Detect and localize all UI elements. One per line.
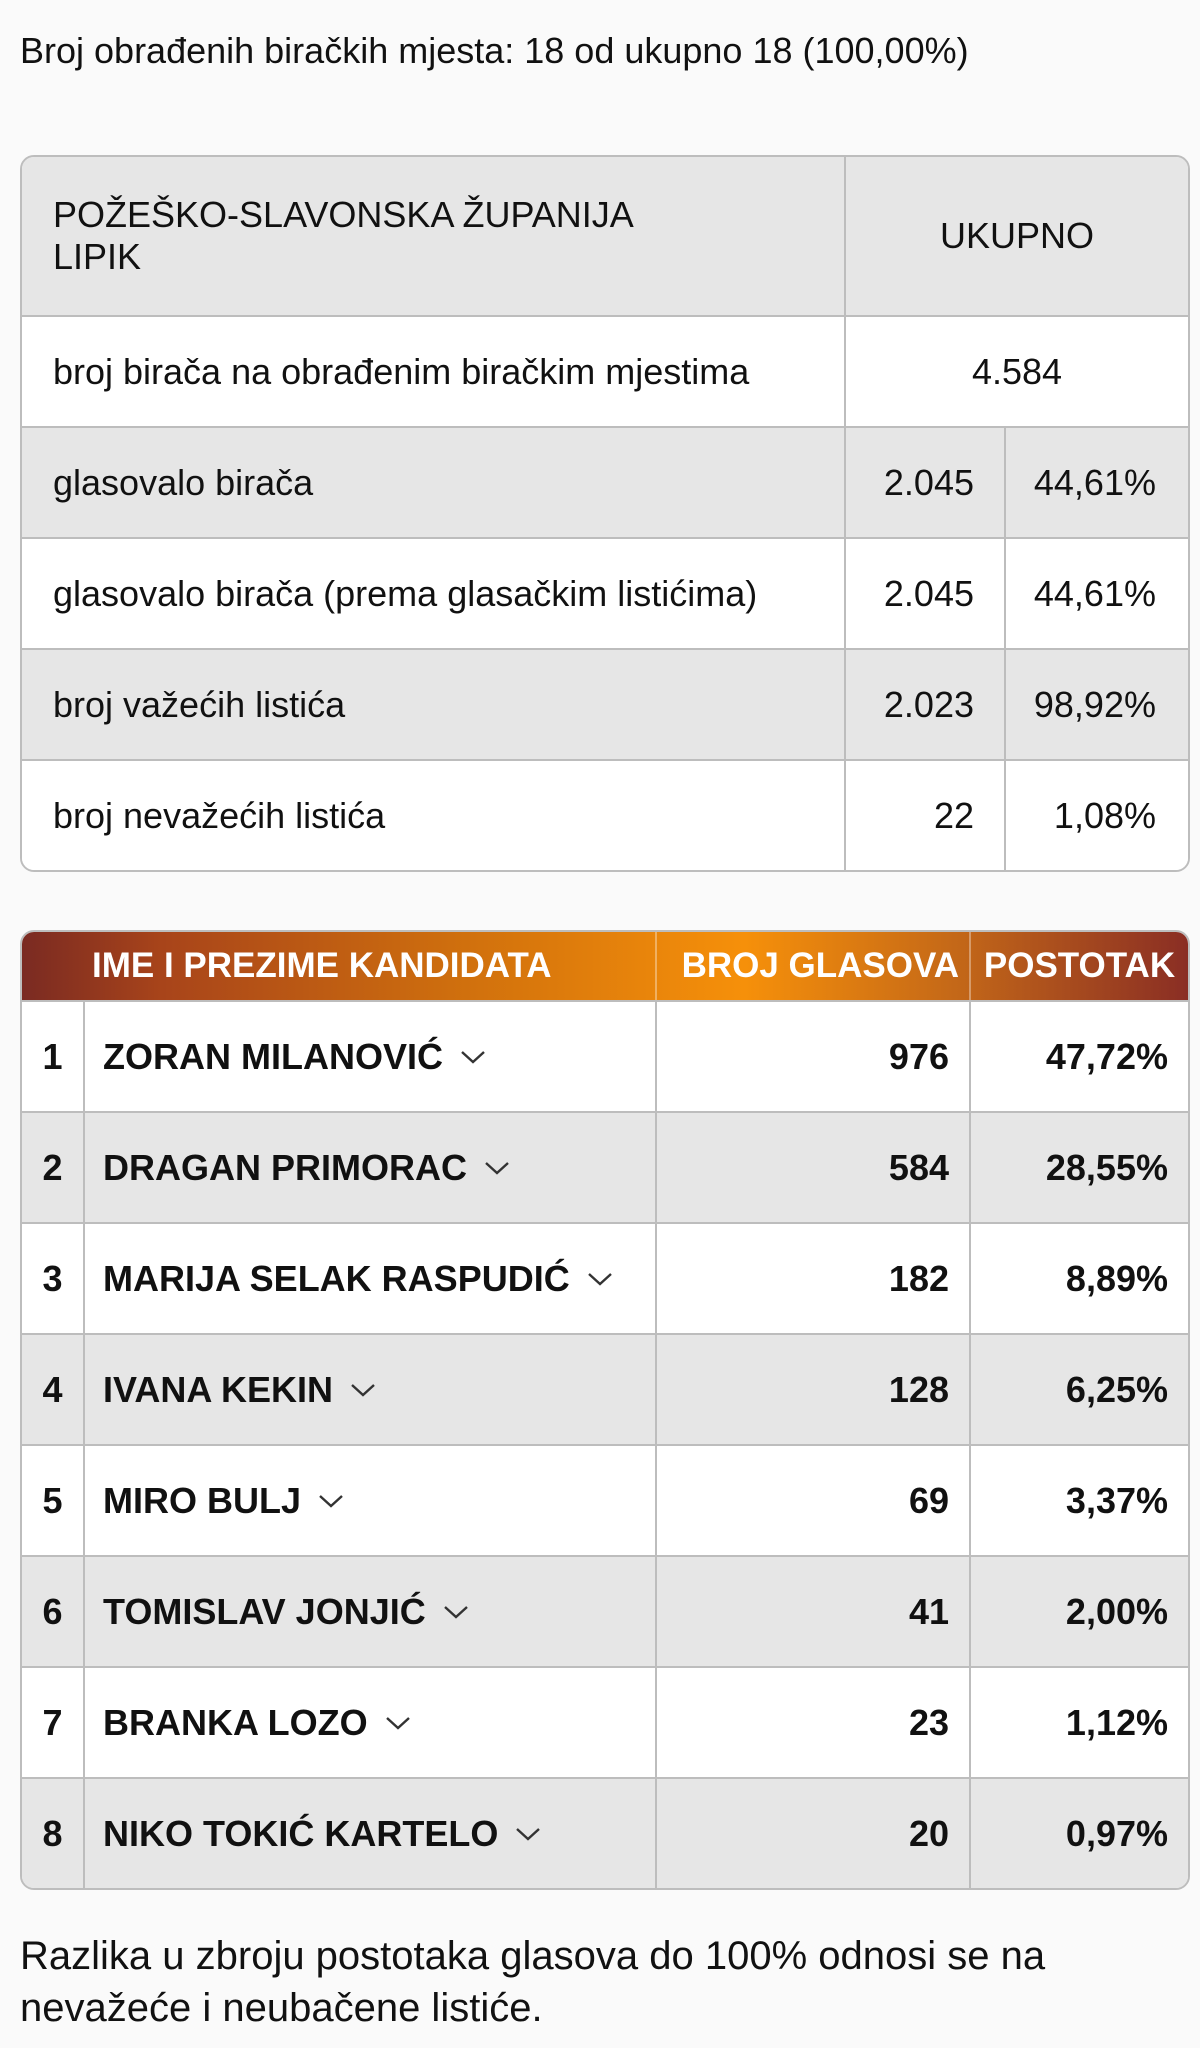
candidate-votes: 20 bbox=[657, 1779, 971, 1888]
chevron-down-icon[interactable] bbox=[317, 1492, 345, 1510]
candidate-row[interactable] bbox=[22, 1444, 1188, 1555]
summary-row-value: 2.045 bbox=[846, 428, 1006, 537]
chevron-down-icon[interactable] bbox=[483, 1159, 511, 1177]
candidate-name-cell[interactable] bbox=[85, 1557, 657, 1666]
candidate-name: TOMISLAV JONJIĆ bbox=[103, 1590, 426, 1632]
candidate-row[interactable] bbox=[22, 1777, 1188, 1888]
candidate-name-cell[interactable] bbox=[85, 1224, 657, 1333]
candidate-votes: 41 bbox=[657, 1557, 971, 1666]
candidate-rank: 7 bbox=[22, 1668, 85, 1777]
summary-row-label: glasovalo birača (prema glasačkim listićima) bbox=[22, 539, 846, 648]
candidate-name: BRANKA LOZO bbox=[103, 1701, 368, 1743]
candidate-rank: 3 bbox=[22, 1224, 85, 1333]
chevron-down-icon[interactable] bbox=[384, 1714, 412, 1732]
summary-row-label: broj nevažećih listića bbox=[22, 761, 846, 870]
region-county: POŽEŠKO-SLAVONSKA ŽUPANIJA bbox=[53, 194, 634, 235]
header-candidate-name: IME I PREZIME KANDIDATA bbox=[22, 932, 657, 1000]
candidate-row[interactable] bbox=[22, 1111, 1188, 1222]
candidate-name: DRAGAN PRIMORAC bbox=[103, 1146, 467, 1188]
candidate-rank: 1 bbox=[22, 1002, 85, 1111]
candidate-rank: 6 bbox=[22, 1557, 85, 1666]
candidate-votes: 584 bbox=[657, 1113, 971, 1222]
summary-row-value: 2.045 bbox=[846, 539, 1006, 648]
voters-label: broj birača na obrađenim biračkim mjestima bbox=[22, 317, 846, 426]
chevron-down-icon[interactable] bbox=[349, 1381, 377, 1399]
candidate-name: NIKO TOKIĆ KARTELO bbox=[103, 1812, 499, 1854]
summary-row-label: glasovalo birača bbox=[22, 428, 846, 537]
chevron-down-icon[interactable] bbox=[459, 1048, 487, 1066]
voters-row bbox=[22, 315, 1188, 426]
candidate-name: IVANA KEKIN bbox=[103, 1368, 334, 1410]
candidate-votes: 182 bbox=[657, 1224, 971, 1333]
candidate-name-cell[interactable] bbox=[85, 1668, 657, 1777]
region-municipality: LIPIK bbox=[53, 236, 142, 277]
footnote: Razlika u zbroju postotaka glasova do 100% odnosi se na nevažeće i neubačene listiće. bbox=[20, 1934, 1046, 2030]
candidate-row[interactable] bbox=[22, 1555, 1188, 1666]
candidates-table bbox=[20, 930, 1190, 1890]
candidate-rank: 2 bbox=[22, 1113, 85, 1222]
header-percent: POSTOTAK bbox=[983, 946, 1176, 985]
candidate-name-cell[interactable] bbox=[85, 1779, 657, 1888]
candidate-percent: 28,55% bbox=[1045, 1146, 1168, 1188]
candidate-percent: 2,00% bbox=[1065, 1590, 1168, 1632]
candidate-votes: 23 bbox=[657, 1668, 971, 1777]
candidate-name-cell[interactable] bbox=[85, 1446, 657, 1555]
summary-header-row bbox=[22, 157, 1188, 315]
candidate-votes: 69 bbox=[657, 1446, 971, 1555]
summary-row-label: broj važećih listića bbox=[22, 650, 846, 759]
summary-row bbox=[22, 759, 1188, 870]
candidate-percent: 1,12% bbox=[1065, 1701, 1168, 1743]
summary-row bbox=[22, 648, 1188, 759]
candidate-rank: 8 bbox=[22, 1779, 85, 1888]
candidate-row[interactable] bbox=[22, 1333, 1188, 1444]
chevron-down-icon[interactable] bbox=[586, 1270, 614, 1288]
candidate-row[interactable] bbox=[22, 1222, 1188, 1333]
voters-value: 4.584 bbox=[971, 350, 1063, 392]
candidate-percent: 47,72% bbox=[1045, 1035, 1168, 1077]
candidate-name: MIRO BULJ bbox=[103, 1479, 301, 1521]
candidate-percent: 0,97% bbox=[1065, 1812, 1168, 1854]
summary-row-percent: 1,08% bbox=[1053, 794, 1156, 836]
summary-table bbox=[20, 155, 1190, 872]
chevron-down-icon[interactable] bbox=[442, 1603, 470, 1621]
summary-row-value: 22 bbox=[846, 761, 1006, 870]
candidate-row[interactable] bbox=[22, 1666, 1188, 1777]
summary-row bbox=[22, 426, 1188, 537]
total-header: UKUPNO bbox=[939, 215, 1095, 256]
candidate-name: MARIJA SELAK RASPUDIĆ bbox=[103, 1257, 570, 1299]
candidate-name-cell[interactable] bbox=[85, 1335, 657, 1444]
summary-row-percent: 44,61% bbox=[1033, 572, 1156, 614]
summary-row-percent: 44,61% bbox=[1033, 461, 1156, 503]
region-cell bbox=[22, 157, 846, 315]
candidate-percent: 3,37% bbox=[1065, 1479, 1168, 1521]
chevron-down-icon[interactable] bbox=[514, 1825, 542, 1843]
summary-row-value: 2.023 bbox=[846, 650, 1006, 759]
processed-stations-text: Broj obrađenih biračkih mjesta: 18 od ukupno 18 (100,00%) bbox=[20, 30, 969, 71]
candidate-name-cell[interactable] bbox=[85, 1002, 657, 1111]
summary-row-percent: 98,92% bbox=[1033, 683, 1156, 725]
candidate-rank: 4 bbox=[22, 1335, 85, 1444]
candidates-header-row bbox=[22, 932, 1188, 1000]
candidate-votes: 976 bbox=[657, 1002, 971, 1111]
candidate-votes: 128 bbox=[657, 1335, 971, 1444]
candidate-rank: 5 bbox=[22, 1446, 85, 1555]
candidate-name-cell[interactable] bbox=[85, 1113, 657, 1222]
candidate-row[interactable] bbox=[22, 1000, 1188, 1111]
candidate-name: ZORAN MILANOVIĆ bbox=[103, 1035, 443, 1077]
candidate-percent: 8,89% bbox=[1065, 1257, 1168, 1299]
candidate-percent: 6,25% bbox=[1065, 1368, 1168, 1410]
summary-row bbox=[22, 537, 1188, 648]
header-votes: BROJ GLASOVA bbox=[657, 932, 971, 1000]
